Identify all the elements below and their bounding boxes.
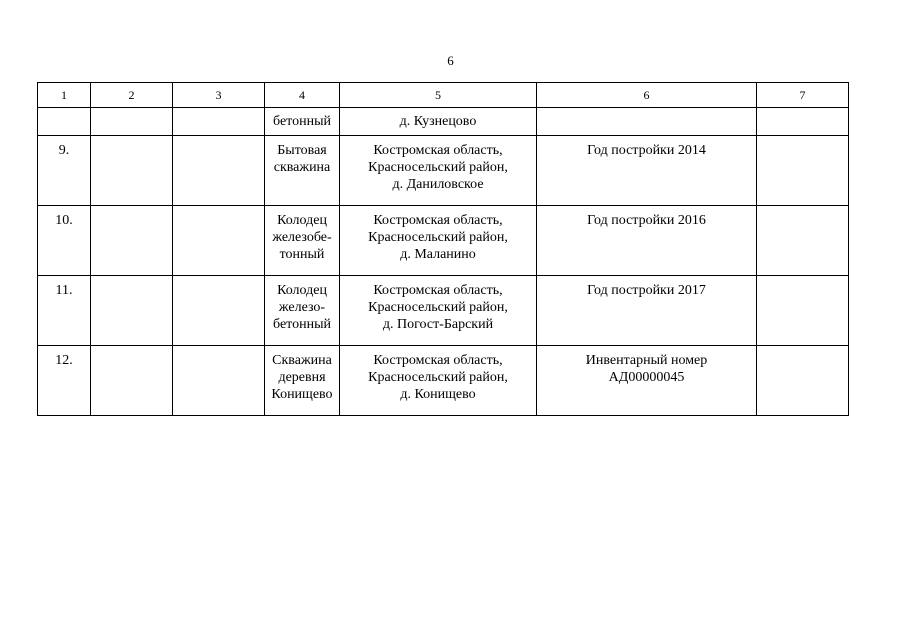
registry-table: [37, 82, 849, 416]
object-info: Год постройки 2016: [537, 206, 757, 276]
table-cell: [91, 276, 173, 346]
table-cell: [173, 346, 265, 416]
table-row: [38, 276, 849, 346]
table-cell: [38, 108, 91, 136]
object-info: Год постройки 2017: [537, 276, 757, 346]
table-cell: [173, 136, 265, 206]
table-cell: [173, 206, 265, 276]
row-number: 9.: [38, 136, 91, 206]
table-cell: [537, 108, 757, 136]
object-name: Бытовая скважина: [265, 136, 340, 206]
object-address: Костромская область, Красносельский район, д. Маланино: [340, 206, 537, 276]
page-number: 6: [447, 53, 454, 68]
table-cell: [757, 108, 849, 136]
object-name: Скважина деревня Конищево: [265, 346, 340, 416]
header-cell: 6: [537, 83, 757, 108]
object-info: Год постройки 2014: [537, 136, 757, 206]
table-row: [38, 206, 849, 276]
table-cell: [757, 136, 849, 206]
table-cell: [757, 276, 849, 346]
header-cell: 2: [91, 83, 173, 108]
table-cell: [173, 276, 265, 346]
table-cell: [757, 346, 849, 416]
table-cell: [757, 206, 849, 276]
header-cell: 3: [173, 83, 265, 108]
row-number: 10.: [38, 206, 91, 276]
continuation-row: [38, 108, 849, 136]
header-cell: 7: [757, 83, 849, 108]
header-row: [38, 83, 849, 108]
header-cell: 1: [38, 83, 91, 108]
header-cell: 4: [265, 83, 340, 108]
table-cell: [91, 136, 173, 206]
object-info: Инвентарный номер АД00000045: [537, 346, 757, 416]
object-name: Колодец железобе- тонный: [265, 206, 340, 276]
table-cell: [91, 206, 173, 276]
object-address: Костромская область, Красносельский район, д. Конищево: [340, 346, 537, 416]
row-number: 12.: [38, 346, 91, 416]
header-cell: 5: [340, 83, 537, 108]
table-cell: [173, 108, 265, 136]
table-cell: бетонный: [265, 108, 340, 136]
table-cell: [91, 346, 173, 416]
object-address: Костромская область, Красносельский район, д. Даниловское: [340, 136, 537, 206]
row-number: 11.: [38, 276, 91, 346]
object-name: Колодец железо- бетонный: [265, 276, 340, 346]
object-address: Костромская область, Красносельский район, д. Погост-Барский: [340, 276, 537, 346]
table-row: [38, 346, 849, 416]
table-cell: [91, 108, 173, 136]
table-row: [38, 136, 849, 206]
table-cell: д. Кузнецово: [340, 108, 537, 136]
